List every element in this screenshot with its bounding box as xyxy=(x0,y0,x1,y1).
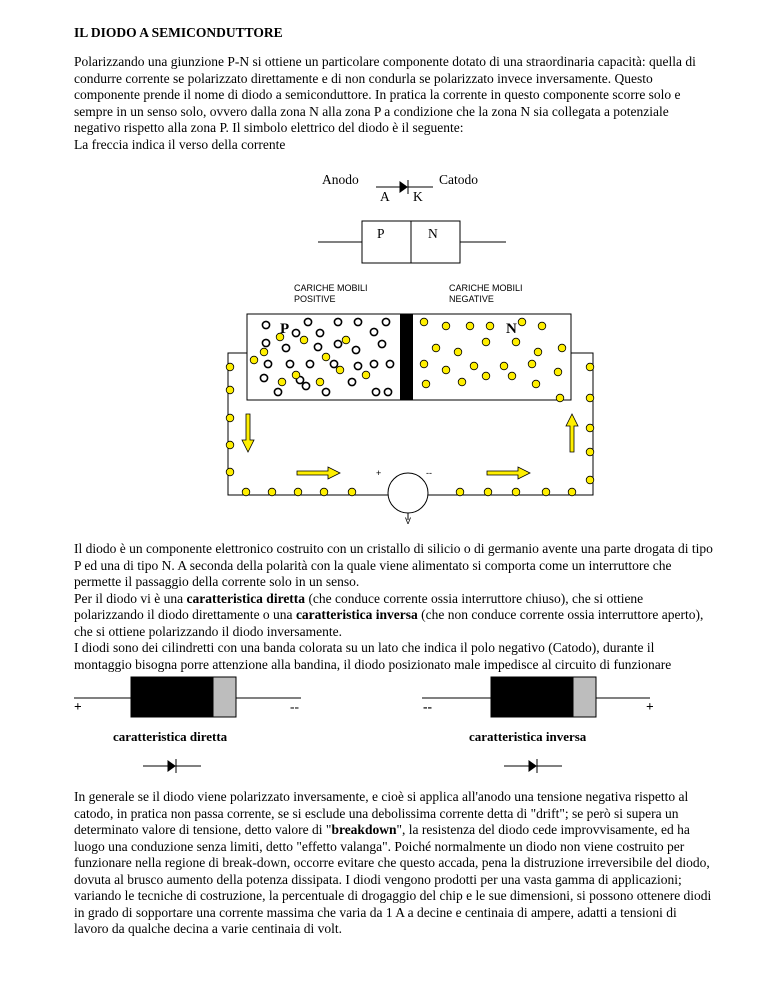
hole-mark xyxy=(354,362,361,369)
hole-mark xyxy=(302,382,309,389)
hole-mark xyxy=(334,340,341,347)
electron-mark xyxy=(278,378,286,386)
electron-mark xyxy=(456,488,464,496)
hole-mark xyxy=(354,318,361,325)
hole-mark xyxy=(370,328,377,335)
electron-mark xyxy=(292,371,300,379)
electron-mark xyxy=(586,424,594,432)
positive-carriers-label xyxy=(294,283,368,305)
electron-mark xyxy=(484,488,492,496)
electron-mark xyxy=(554,368,562,376)
arrow-right-icon xyxy=(487,467,530,479)
hole-mark xyxy=(372,388,379,395)
electron-mark xyxy=(528,360,536,368)
electron-mark xyxy=(466,322,474,330)
positive-carriers-line1: CARICHE MOBILI xyxy=(294,283,368,293)
electron-mark xyxy=(226,468,234,476)
body-paragraph xyxy=(74,541,714,673)
electron-mark xyxy=(242,488,250,496)
hole-mark xyxy=(378,340,385,347)
electron-mark xyxy=(512,488,520,496)
hole-mark xyxy=(352,346,359,353)
junction-barrier xyxy=(400,314,413,400)
electron-mark xyxy=(586,394,594,402)
catodo-label: Catodo xyxy=(439,172,478,187)
hole-mark xyxy=(262,339,269,346)
text-segment: (che conduce corrente ossia interruttore chiuso), che si ottiene polarizzando il diodo direttamente o una xyxy=(74,590,644,622)
electron-mark xyxy=(268,488,276,496)
negative-carriers-line1: CARICHE MOBILI xyxy=(449,283,523,293)
text-segment: Per il diodo vi è una xyxy=(74,590,187,606)
source-plus-label: + xyxy=(376,468,382,478)
diode-forward-drawing xyxy=(74,677,301,717)
source-minus-label: -- xyxy=(426,468,432,478)
electron-mark xyxy=(470,362,478,370)
anode-letter: A xyxy=(380,189,390,204)
electron-mark xyxy=(420,318,428,326)
reverse-term: caratteristica inversa xyxy=(295,607,418,622)
hole-mark xyxy=(384,388,391,395)
hole-mark xyxy=(334,318,341,325)
left-minus-label: -- xyxy=(290,699,299,714)
hole-mark xyxy=(306,360,313,367)
hole-mark xyxy=(382,318,389,325)
p-side-label: P xyxy=(280,321,290,337)
electron-mark xyxy=(226,414,234,422)
electron-mark xyxy=(556,394,564,402)
current-arrows xyxy=(242,414,578,479)
arrow-down-icon xyxy=(242,414,254,452)
electron-mark xyxy=(226,386,234,394)
negative-carriers-line2: NEGATIVE xyxy=(449,294,494,304)
intro-text: Polarizzando una giunzione P-N si ottiene un particolare componente dotato di una straordinaria capacità: quella di condurre corrente se polarizzato direttamente e di non condurla se polarizzato invece inversamente. Questo componente prende il nome di diodo a semiconduttore. In pratica la corrente in questo componente scorre solo e sempre in un senso solo, ovvero dalla zona N alla zona P a condizione che la zona N sia collegata a potenziale negativo rispetto alla zona P. Il simbolo elettrico del diodo è il seguente: xyxy=(74,54,696,135)
cathode-letter: K xyxy=(413,189,423,204)
pn-junction-block xyxy=(318,221,506,263)
electron-mark xyxy=(226,363,234,371)
electron-mark xyxy=(320,488,328,496)
electron-mark xyxy=(300,336,308,344)
hole-mark xyxy=(282,344,289,351)
reverse-caption: caratteristica inversa xyxy=(469,729,587,744)
text-segment: ", la resistenza del diodo cede improvvisamente, ed ha luogo una conduzione senza limiti, detto "effetto valanga". Poiché normalmente un diodo non viene costruito per funzionare nella regione di break-down, occorre evitare che questo accada, pena la distruzione irreversibile del diodo, dovuta al brusco aumento della potenza dissipata. I diodi vengono prodotti per una vasta gamma di applicazioni; variando le tecniche di costruzione, la percentuale di drogaggio del chip e le sue dimensioni, si possono ottenere diodi in grado di sopportare una corrente massima che varia da 1 A a decine e centinaia di ampere, adatti a tensioni di lavoro da qualche decina a varie centinaia di volt. xyxy=(74,822,712,936)
forward-caption: caratteristica diretta xyxy=(113,729,228,744)
breakdown-paragraph xyxy=(74,789,714,938)
arrow-up-icon xyxy=(566,414,578,452)
electron-mark xyxy=(534,348,542,356)
voltage-label: V xyxy=(405,516,412,526)
electron-mark xyxy=(482,372,490,380)
electron-mark xyxy=(532,380,540,388)
right-plus-label: + xyxy=(646,699,654,714)
right-minus-label: -- xyxy=(423,699,432,714)
page-title: IL DIODO A SEMICONDUTTORE xyxy=(74,25,283,40)
electron-mark xyxy=(538,322,546,330)
hole-mark xyxy=(314,343,321,350)
electron-mark xyxy=(322,353,330,361)
electron-mark xyxy=(362,371,370,379)
electron-mark xyxy=(458,378,466,386)
electron-mark xyxy=(568,488,576,496)
hole-mark xyxy=(286,360,293,367)
anodo-label: Anodo xyxy=(322,172,359,187)
electron-mark xyxy=(422,380,430,388)
hole-mark xyxy=(264,360,271,367)
hole-mark xyxy=(274,388,281,395)
hole-mark xyxy=(292,329,299,336)
electron-mark xyxy=(558,344,566,352)
hole-mark xyxy=(304,318,311,325)
diode-reverse-drawing xyxy=(422,677,650,717)
text-segment: (che non conduce corrente ossia interruttore aperto), che si ottiene polarizzando il diodo inversamente. xyxy=(74,607,704,639)
hole-mark xyxy=(348,378,355,385)
forward-term: caratteristica diretta xyxy=(186,590,306,606)
left-plus-label: + xyxy=(74,699,82,714)
electron-mark xyxy=(226,441,234,449)
text-segment: In generale se il diodo viene polarizzato inversamente, e cioè si applica all'anodo una tensione negativa rispetto al catodo, in pratica non passa corrente, se si esclude una debolissima corrente detta di "drift"; se però si supera un determinato valore di tensione, detto valore di " xyxy=(74,789,689,837)
n-region-label: N xyxy=(428,226,438,241)
hole-mark xyxy=(370,360,377,367)
hole-mark xyxy=(260,374,267,381)
diode-description: Il diodo è un componente elettronico costruito con un cristallo di silicio o di germanio avente una parte drogata di tipo P ed una di tipo N. A seconda della polarità con la quale viene alimentato si comporta come un interruttore che permette il passaggio della corrente solo in un senso. xyxy=(74,541,713,589)
electron-mark xyxy=(586,448,594,456)
forward-symbol-icon xyxy=(143,759,201,773)
electron-mark xyxy=(454,348,462,356)
breakdown-term: breakdown xyxy=(331,822,397,837)
electron-mark xyxy=(316,378,324,386)
electron-mark xyxy=(432,344,440,352)
negative-carriers-label xyxy=(449,283,523,305)
electron-mark xyxy=(500,362,508,370)
arrow-right-icon xyxy=(297,467,340,479)
electron-mark xyxy=(260,348,268,356)
reverse-symbol-icon xyxy=(504,759,562,773)
electron-mark xyxy=(348,488,356,496)
hole-mark xyxy=(316,329,323,336)
electron-mark xyxy=(482,338,490,346)
electron-mark xyxy=(342,336,350,344)
electron-mark xyxy=(512,338,520,346)
electron-mark xyxy=(486,322,494,330)
electron-mark xyxy=(508,372,516,380)
p-region-label: P xyxy=(377,226,385,241)
band-note: I diodi sono dei cilindretti con una banda colorata su un lato che indica il polo negativo (Catodo), durante il montaggio bisogna porre attenzione alla bandina, il diodo posizionato male impedisce al circuito di funzionare xyxy=(74,640,672,672)
hole-mark xyxy=(262,321,269,328)
electron-mark xyxy=(420,360,428,368)
electron-mark xyxy=(586,476,594,484)
positive-carriers-line2: POSITIVE xyxy=(294,294,336,304)
arrow-note: La freccia indica il verso della corrente xyxy=(74,136,286,152)
electron-mark xyxy=(442,322,450,330)
voltage-source-icon xyxy=(388,473,428,513)
hole-mark xyxy=(386,360,393,367)
electron-mark xyxy=(542,488,550,496)
electron-mark xyxy=(336,366,344,374)
electron-mark xyxy=(518,318,526,326)
electron-mark xyxy=(442,366,450,374)
hole-mark xyxy=(322,388,329,395)
hole-mark xyxy=(330,360,337,367)
n-side-label: N xyxy=(506,321,517,337)
electron-mark xyxy=(250,356,258,364)
electron-mark xyxy=(294,488,302,496)
electron-mark xyxy=(586,363,594,371)
